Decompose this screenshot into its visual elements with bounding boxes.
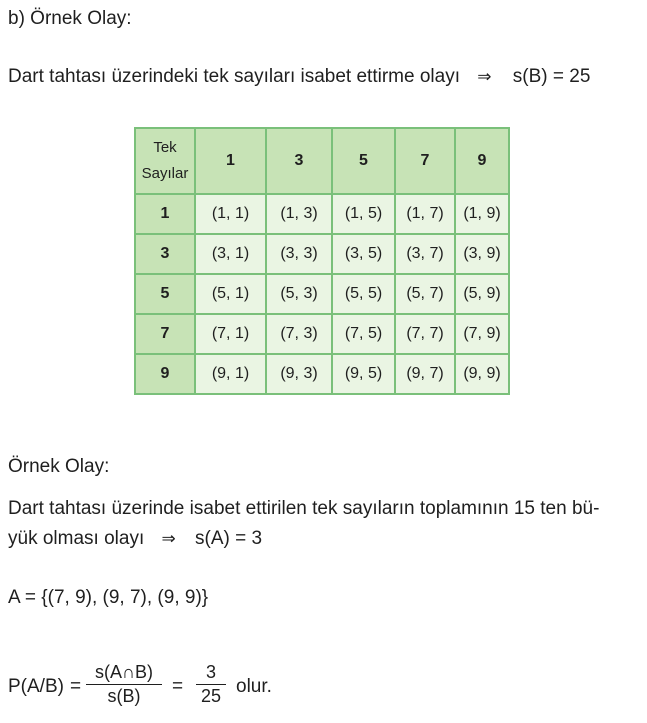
fraction-denominator: 25 xyxy=(200,686,222,706)
row-header: 3 xyxy=(135,234,195,274)
event-a-line1: Dart tahtası üzerinde isabet ettirilen tek sayıların toplamının 15 ten bü- xyxy=(8,498,600,519)
table-cell: (5, 1) xyxy=(195,274,266,314)
table-cell: (3, 1) xyxy=(195,234,266,274)
table-row xyxy=(135,274,509,314)
fraction-numerator: s(A∩B) xyxy=(95,662,153,682)
row-header: 5 xyxy=(135,274,195,314)
fraction-denominator: s(B) xyxy=(107,686,141,706)
event-a-text: yük olması olayı xyxy=(8,528,145,549)
section-heading-2: Örnek Olay: xyxy=(8,456,110,477)
outcome-table xyxy=(134,127,510,395)
set-a-definition: A = {(7, 9), (9, 7), (9, 9)} xyxy=(8,587,209,608)
table-row xyxy=(135,234,509,274)
fraction-bar xyxy=(196,684,226,685)
table-cell: (5, 7) xyxy=(395,274,455,314)
table-cell: (3, 3) xyxy=(266,234,332,274)
fraction-result xyxy=(196,662,226,707)
col-header: 5 xyxy=(332,128,395,194)
table-cell: (9, 3) xyxy=(266,354,332,394)
event-b-text: Dart tahtası üzerindeki tek sayıları isabet ettirme olayı xyxy=(8,66,460,87)
corner-label-line1: Tek xyxy=(153,139,177,156)
fraction-conditional xyxy=(86,662,162,707)
table-row xyxy=(135,194,509,234)
table-cell: (5, 3) xyxy=(266,274,332,314)
table-cell: (3, 5) xyxy=(332,234,395,274)
col-header: 1 xyxy=(195,128,266,194)
corner-label-line2: Sayılar xyxy=(141,165,189,182)
table-cell: (1, 7) xyxy=(395,194,455,234)
col-header: 9 xyxy=(455,128,509,194)
event-a-result: s(A) = 3 xyxy=(195,528,263,549)
row-header: 9 xyxy=(135,354,195,394)
table-cell: (1, 1) xyxy=(195,194,266,234)
formula-equals-2: = xyxy=(172,676,184,697)
table-row xyxy=(135,314,509,354)
implies-arrow-icon: ⇒ xyxy=(161,529,176,549)
table-corner-header xyxy=(135,128,195,194)
table-cell: (7, 9) xyxy=(455,314,509,354)
col-header: 3 xyxy=(266,128,332,194)
row-header: 1 xyxy=(135,194,195,234)
table-cell: (5, 9) xyxy=(455,274,509,314)
table-cell: (9, 5) xyxy=(332,354,395,394)
table-row xyxy=(135,354,509,394)
table-cell: (7, 1) xyxy=(195,314,266,354)
event-b-line xyxy=(8,66,590,88)
event-b-result: s(B) = 25 xyxy=(512,66,591,87)
fraction-numerator: 3 xyxy=(205,662,216,682)
table-cell: (7, 5) xyxy=(332,314,395,354)
table-cell: (3, 9) xyxy=(455,234,509,274)
table-header-row xyxy=(135,128,509,194)
table-cell: (9, 7) xyxy=(395,354,455,394)
table-cell: (1, 5) xyxy=(332,194,395,234)
formula-equals-1: = xyxy=(70,676,82,697)
table-cell: (1, 9) xyxy=(455,194,509,234)
event-a-line2 xyxy=(8,528,262,550)
table-cell: (3, 7) xyxy=(395,234,455,274)
implies-arrow-icon: ⇒ xyxy=(477,67,492,87)
table-cell: (7, 7) xyxy=(395,314,455,354)
row-header: 7 xyxy=(135,314,195,354)
formula-tail: olur. xyxy=(236,676,272,697)
table-cell: (1, 3) xyxy=(266,194,332,234)
section-heading: b) Örnek Olay: xyxy=(8,8,132,29)
formula-lhs: P(A/B) xyxy=(8,676,64,697)
table-cell: (9, 1) xyxy=(195,354,266,394)
table-cell: (9, 9) xyxy=(455,354,509,394)
col-header: 7 xyxy=(395,128,455,194)
table-cell: (5, 5) xyxy=(332,274,395,314)
fraction-bar xyxy=(86,684,162,685)
table-cell: (7, 3) xyxy=(266,314,332,354)
